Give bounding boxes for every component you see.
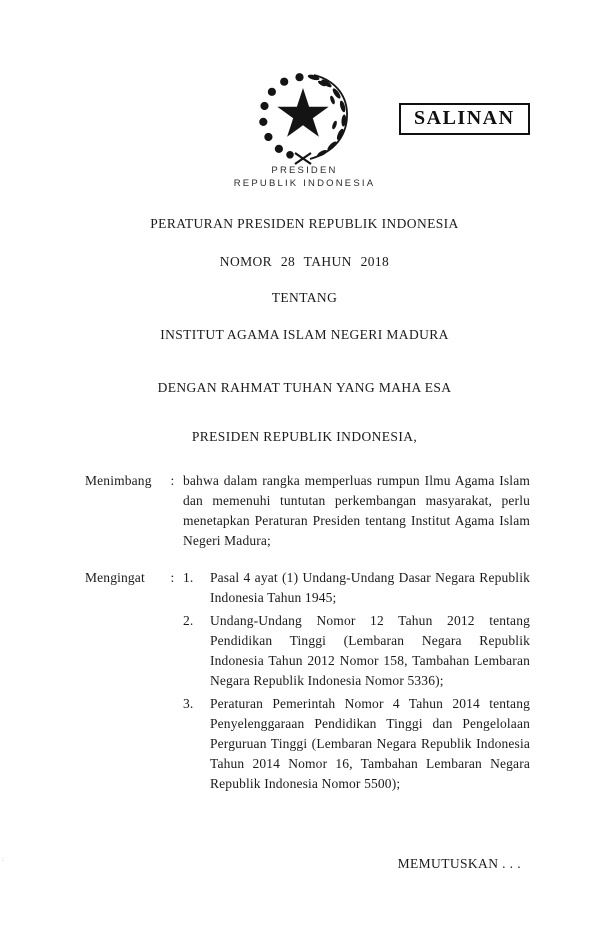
item-text: Peraturan Pemerintah Nomor 4 Tahun 2014 tentang Penyelenggaraan Pendidikan Tinggi dan Pengelolaan Perguruan Tinggi (Lembaran Negara Republik Indonesia Tahun 2014 Nomor 16, Tambahan Lembaran Negara Republik Indonesia Nomor 5500); <box>210 696 530 791</box>
regulation-title: PERATURAN PRESIDEN REPUBLIK INDONESIA <box>150 216 459 231</box>
regulation-subject: INSTITUT AGAMA ISLAM NEGERI MADURA <box>160 327 449 342</box>
scan-artifact: : <box>2 856 4 862</box>
item-text: Pasal 4 ayat (1) Undang-Undang Dasar Negara Republik Indonesia Tahun 1945; <box>210 570 530 605</box>
considering-label: Menimbang <box>85 473 152 488</box>
authority-line: PRESIDEN REPUBLIK INDONESIA, <box>191 429 418 444</box>
catchword: MEMUTUSKAN . . . <box>397 856 521 871</box>
legal-basis-list <box>183 568 530 797</box>
letterhead <box>0 165 609 190</box>
legal-basis-item <box>183 568 530 608</box>
tentang-label: TENTANG <box>271 290 338 305</box>
item-number: 3. <box>183 696 194 711</box>
invocation-line: DENGAN RAHMAT TUHAN YANG MAHA ESA <box>157 380 452 395</box>
salinan-label: SALINAN <box>414 107 515 129</box>
considering-text: bahwa dalam rangka memperluas rumpun Ilmu Agama Islam dan memenuhi tuntutan perkembangan masyarakat, perlu menetapkan Peraturan Presiden tentang Institut Agama Islam Negeri Madura; <box>183 473 530 548</box>
letterhead-republik-indonesia: REPUBLIK INDONESIA <box>233 177 376 189</box>
recalling-clause <box>85 568 530 797</box>
salinan-stamp <box>399 103 530 135</box>
letterhead-presiden: PRESIDEN <box>271 165 338 176</box>
item-number: 1. <box>183 570 194 585</box>
legal-basis-item <box>183 611 530 691</box>
recalling-label: Mengingat <box>85 570 145 585</box>
regulation-number: NOMOR 28 TAHUN 2018 <box>219 254 390 269</box>
considering-clause <box>85 471 530 551</box>
legal-basis-item <box>183 694 530 794</box>
item-text: Undang-Undang Nomor 12 Tahun 2012 tentang Pendidikan Tinggi (Lembaran Negara Republik Indonesia Tahun 2012 Nomor 158, Tambahan Lembaran Negara Republik Indonesia Nomor 5336); <box>210 613 530 688</box>
presidential-emblem-icon <box>252 70 358 168</box>
item-number: 2. <box>183 613 194 628</box>
considering-colon: : <box>170 473 175 488</box>
star-wreath-icon <box>252 70 358 168</box>
recalling-colon: : <box>170 570 175 585</box>
